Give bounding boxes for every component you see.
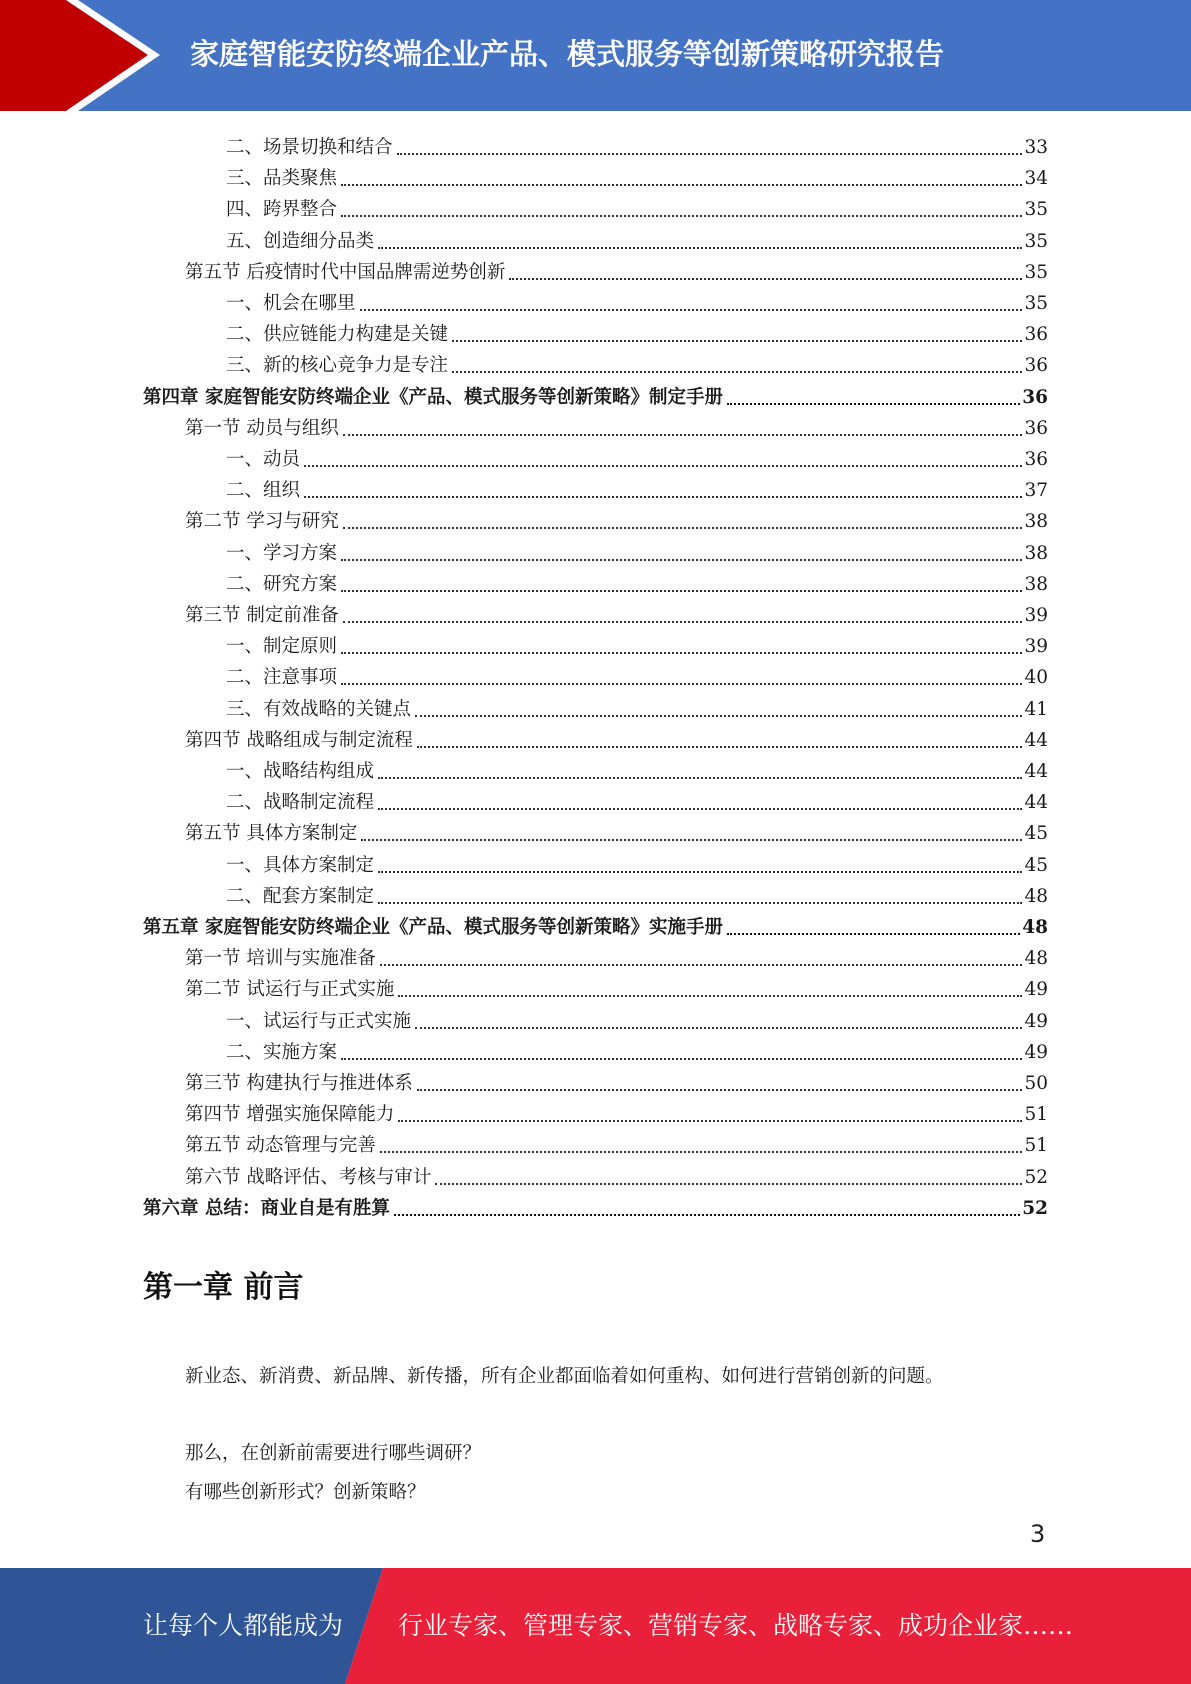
toc-dot-leader <box>343 607 1023 623</box>
toc-dot-leader <box>727 389 1020 405</box>
toc-entry-title: 第五节 具体方案制定 <box>185 823 358 845</box>
toc-dot-leader <box>361 825 1022 841</box>
toc-dot-leader <box>341 201 1022 217</box>
toc-section-entry[interactable] <box>185 253 1048 284</box>
toc-entry-title: 一、动员 <box>226 449 301 470</box>
toc-dot-leader <box>378 888 1022 904</box>
toc-entry-title: 第一节 培训与实施准备 <box>185 948 376 970</box>
intro-paragraph: 新业态、新消费、新品牌、新传播，所有企业都面临着如何重构、如何进行营销创新的问题。 <box>185 1366 944 1387</box>
toc-chapter-entry[interactable] <box>143 1189 1048 1220</box>
toc-subsection-entry[interactable] <box>226 752 1048 783</box>
toc-section-entry[interactable] <box>185 721 1048 752</box>
toc-section-entry[interactable] <box>185 502 1048 533</box>
toc-entry-page: 41 <box>1024 698 1048 720</box>
toc-section-entry[interactable] <box>185 1064 1048 1095</box>
toc-entry-page: 35 <box>1024 261 1048 283</box>
toc-subsection-entry[interactable] <box>226 315 1048 346</box>
question-line: 有哪些创新形式？创新策略？ <box>185 1482 426 1503</box>
toc-entry-page: 37 <box>1024 480 1048 502</box>
toc-entry-page: 40 <box>1024 667 1048 689</box>
toc-entry-page: 45 <box>1024 854 1048 876</box>
toc-entry-title: 第四节 增强实施保障能力 <box>185 1104 395 1126</box>
toc-entry-page: 35 <box>1024 199 1048 221</box>
toc-entry-title: 二、供应链能力构建是关键 <box>226 324 449 346</box>
toc-dot-leader <box>378 763 1022 779</box>
toc-entry-page: 38 <box>1024 573 1048 595</box>
toc-entry-title: 一、具体方案制定 <box>226 854 375 876</box>
toc-entry-page: 33 <box>1024 137 1048 158</box>
toc-section-entry[interactable] <box>185 1158 1048 1189</box>
toc-entry-page: 51 <box>1024 1135 1048 1157</box>
toc-entry-page: 44 <box>1024 792 1048 814</box>
toc-entry-page: 36 <box>1024 324 1048 346</box>
toc-chapter-entry[interactable] <box>143 908 1048 939</box>
toc-entry-title: 第五节 动态管理与完善 <box>185 1135 376 1157</box>
toc-entry-title: 第三节 制定前准备 <box>185 605 339 626</box>
toc-entry-title: 二、战略制定流程 <box>226 792 375 814</box>
toc-subsection-entry[interactable] <box>226 690 1048 721</box>
toc-dot-leader <box>341 170 1022 186</box>
toc-subsection-entry[interactable] <box>226 159 1048 190</box>
toc-entry-page: 39 <box>1024 605 1048 626</box>
toc-subsection-entry[interactable] <box>226 534 1048 565</box>
header-title: 家庭智能安防终端企业产品、模式服务等创新策略研究报告 <box>190 37 945 71</box>
toc-entry-page: 34 <box>1024 168 1048 190</box>
toc-entry-title: 四、跨界整合 <box>226 199 338 221</box>
toc-entry-page: 44 <box>1024 729 1048 751</box>
toc-entry-title: 第三节 构建执行与推进体系 <box>185 1073 413 1094</box>
toc-dot-leader <box>304 451 1022 467</box>
toc-entry-title: 二、配套方案制定 <box>226 885 375 907</box>
toc-dot-leader <box>417 732 1023 748</box>
toc-dot-leader <box>415 701 1022 717</box>
toc-entry-title: 一、学习方案 <box>226 542 338 564</box>
toc-entry-page: 45 <box>1024 823 1048 845</box>
toc-subsection-entry[interactable] <box>226 627 1048 658</box>
toc-entry-title: 第五节 后疫情时代中国品牌需逆势创新 <box>185 261 506 283</box>
toc-entry-title: 二、场景切换和结合 <box>226 137 393 158</box>
toc-dot-leader <box>398 981 1022 997</box>
toc-entry-title: 第二节 试运行与正式实施 <box>185 979 395 1001</box>
toc-section-entry[interactable] <box>185 1126 1048 1157</box>
toc-dot-leader <box>380 950 1023 966</box>
toc-entry-page: 48 <box>1024 948 1048 970</box>
toc-dot-leader <box>452 326 1022 342</box>
toc-dot-leader <box>380 1137 1023 1153</box>
toc-entry-page: 36 <box>1024 355 1048 377</box>
toc-entry-title: 三、品类聚焦 <box>226 168 338 190</box>
toc-entry-page: 48 <box>1024 885 1048 907</box>
toc-entry-title: 第五章 家庭智能安防终端企业《产品、模式服务等创新策略》实施手册 <box>143 917 723 938</box>
toc-entry-title: 三、有效战略的关键点 <box>226 698 412 720</box>
toc-entry-title: 二、研究方案 <box>226 573 338 595</box>
toc-section-entry[interactable] <box>185 596 1048 627</box>
toc-subsection-entry[interactable] <box>226 877 1048 908</box>
toc-dot-leader <box>452 357 1022 373</box>
toc-subsection-entry[interactable] <box>226 284 1048 315</box>
toc-entry-title: 第六章 总结：商业自是有胜算 <box>143 1197 390 1219</box>
toc-dot-leader <box>378 794 1022 810</box>
toc-entry-page: 39 <box>1024 636 1048 658</box>
toc-entry-title: 一、战略结构组成 <box>226 761 375 782</box>
toc-entry-page: 50 <box>1024 1073 1048 1094</box>
footer-slogan-right: 行业专家、管理专家、营销专家、战略专家、成功企业家…… <box>398 1611 1074 1640</box>
toc-entry-title: 一、制定原则 <box>226 636 338 658</box>
question-line: 那么，在创新前需要进行哪些调研？ <box>185 1443 482 1464</box>
toc-entry-title: 第一节 动员与组织 <box>185 417 339 439</box>
toc-dot-leader <box>417 1075 1023 1091</box>
toc-entry-title: 第四章 家庭智能安防终端企业《产品、模式服务等创新策略》制定手册 <box>143 386 723 408</box>
toc-subsection-entry[interactable] <box>226 1033 1048 1064</box>
toc-subsection-entry[interactable] <box>226 346 1048 377</box>
toc-chapter-entry[interactable] <box>143 378 1048 409</box>
toc-dot-leader <box>341 669 1022 685</box>
toc-section-entry[interactable] <box>185 814 1048 845</box>
toc-dot-leader <box>341 1044 1022 1060</box>
toc-dot-leader <box>343 420 1023 436</box>
toc-subsection-entry[interactable] <box>226 190 1048 221</box>
toc-entry-title: 一、机会在哪里 <box>226 293 356 314</box>
toc-subsection-entry[interactable] <box>226 1002 1048 1033</box>
toc-dot-leader <box>360 295 1023 311</box>
page-number: 3 <box>1030 1520 1046 1548</box>
toc-entry-page: 36 <box>1022 386 1048 408</box>
toc-subsection-entry[interactable] <box>226 471 1048 502</box>
toc-section-entry[interactable] <box>185 970 1048 1001</box>
toc-entry-page: 36 <box>1024 449 1048 470</box>
toc-entry-title: 五、创造细分品类 <box>226 230 375 252</box>
toc-dot-leader <box>394 1200 1020 1216</box>
toc-dot-leader <box>435 1169 1022 1185</box>
toc-entry-title: 第六节 战略评估、考核与审计 <box>185 1166 432 1188</box>
toc-subsection-entry[interactable] <box>226 783 1048 814</box>
toc-entry-page: 51 <box>1024 1104 1048 1126</box>
toc-entry-page: 49 <box>1024 979 1048 1001</box>
toc-entry-title: 一、试运行与正式实施 <box>226 1010 412 1032</box>
toc-entry-page: 36 <box>1024 417 1048 439</box>
toc-entry-title: 三、新的核心竞争力是专注 <box>226 355 449 377</box>
toc-entry-title: 第四节 战略组成与制定流程 <box>185 729 413 751</box>
toc-subsection-entry[interactable] <box>226 658 1048 689</box>
toc-dot-leader <box>509 264 1022 280</box>
toc-dot-leader <box>341 576 1022 592</box>
toc-entry-page: 52 <box>1022 1197 1048 1219</box>
toc-entry-page: 35 <box>1024 293 1048 314</box>
toc-entry-page: 38 <box>1024 511 1048 533</box>
toc-dot-leader <box>341 638 1022 654</box>
toc-dot-leader <box>415 1013 1022 1029</box>
page-footer <box>0 1568 1191 1684</box>
toc-dot-leader <box>341 545 1022 561</box>
toc-entry-title: 二、实施方案 <box>226 1041 338 1063</box>
toc-dot-leader <box>727 919 1020 935</box>
toc-section-entry[interactable] <box>185 939 1048 970</box>
toc-dot-leader <box>397 139 1023 155</box>
footer-slogan-left: 让每个人都能成为 <box>143 1611 344 1640</box>
page-header <box>0 0 1191 111</box>
toc-entry-page: 49 <box>1024 1041 1048 1063</box>
toc-section-entry[interactable] <box>185 1095 1048 1126</box>
toc-dot-leader <box>378 233 1022 249</box>
toc-subsection-entry[interactable] <box>226 440 1048 471</box>
chapter-heading: 第一章 前言 <box>143 1270 304 1305</box>
toc-entry-page: 48 <box>1022 917 1048 938</box>
toc-entry-title: 二、组织 <box>226 480 301 502</box>
toc-subsection-entry[interactable] <box>226 128 1048 159</box>
toc-entry-page: 44 <box>1024 761 1048 782</box>
toc-section-entry[interactable] <box>185 409 1048 440</box>
toc-dot-leader <box>343 513 1023 529</box>
toc-entry-page: 52 <box>1024 1166 1048 1188</box>
toc-subsection-entry[interactable] <box>226 222 1048 253</box>
toc-subsection-entry[interactable] <box>226 846 1048 877</box>
toc-subsection-entry[interactable] <box>226 565 1048 596</box>
toc-dot-leader <box>398 1106 1022 1122</box>
toc-entry-page: 35 <box>1024 230 1048 252</box>
toc-dot-leader <box>304 482 1022 498</box>
toc-entry-page: 38 <box>1024 542 1048 564</box>
toc-entry-title: 二、注意事项 <box>226 667 338 689</box>
toc-entry-title: 第二节 学习与研究 <box>185 511 339 533</box>
toc-entry-page: 49 <box>1024 1010 1048 1032</box>
toc-dot-leader <box>378 857 1022 873</box>
